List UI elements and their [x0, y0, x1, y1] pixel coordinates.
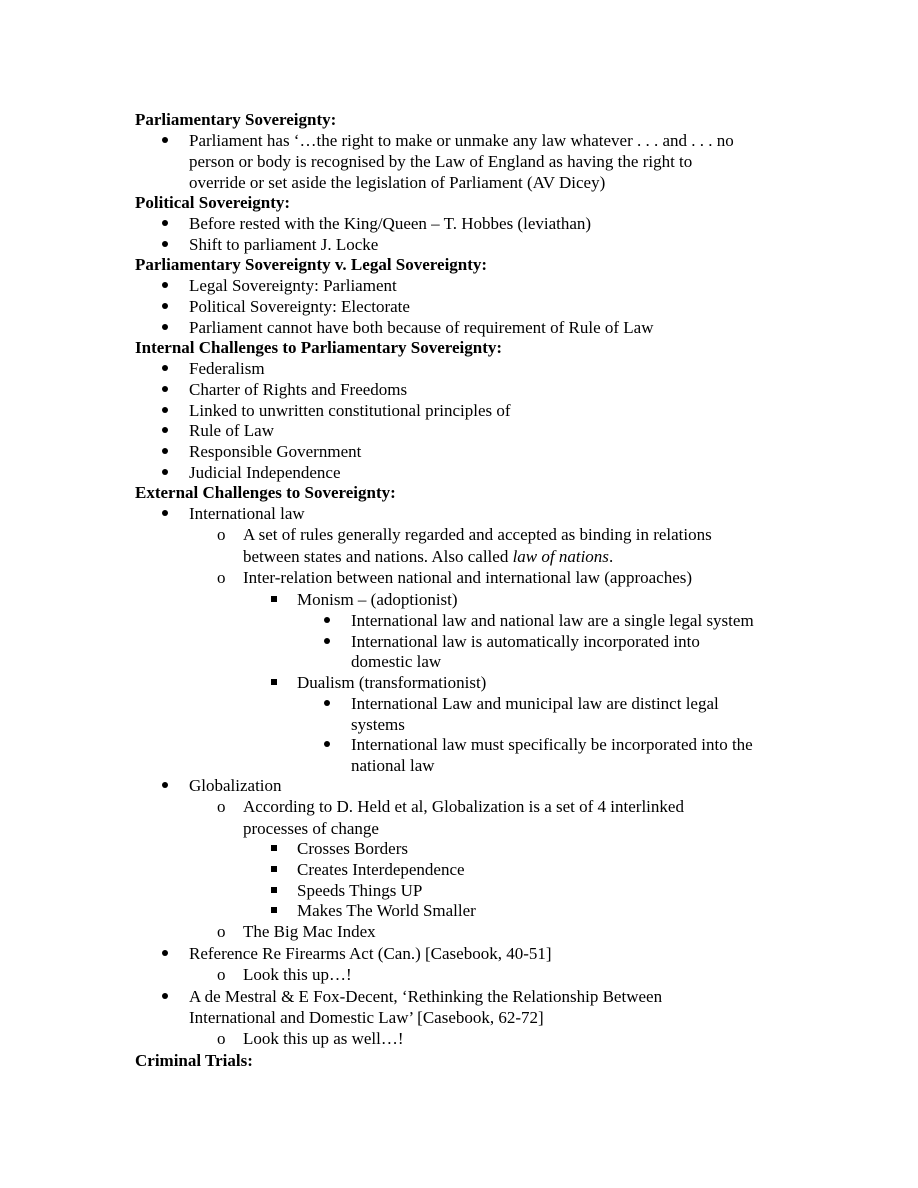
list-item-continued [243, 546, 613, 567]
bullet-square [271, 679, 277, 685]
bullet-disc [162, 324, 168, 330]
bullet-disc [162, 282, 168, 288]
list-item: A set of rules generally regarded and accepted as binding in relations [243, 525, 712, 544]
bullet-disc [324, 638, 330, 644]
list-item: International law [189, 504, 305, 523]
list-item: International Law and municipal law are distinct legal [351, 694, 719, 713]
list-item: Monism – (adoptionist) [297, 590, 458, 609]
bullet-square [271, 596, 277, 602]
bullet-circle: o [217, 797, 226, 816]
bullet-square [271, 907, 277, 913]
bullet-disc [324, 700, 330, 706]
list-item-continued: processes of change [243, 819, 379, 838]
list-item: Judicial Independence [189, 463, 341, 482]
list-item-continued: International and Domestic Law’ [Casebook, 62-72] [189, 1008, 544, 1027]
heading-parliamentary-sovereignty: Parliamentary Sovereignty: [135, 110, 337, 129]
bullet-disc [162, 510, 168, 516]
list-item: Linked to unwritten constitutional principles of [189, 401, 511, 420]
list-item: Political Sovereignty: Electorate [189, 297, 410, 316]
list-item: According to D. Held et al, Globalization is a set of 4 interlinked [243, 797, 684, 816]
list-item: Reference Re Firearms Act (Can.) [Casebook, 40-51] [189, 944, 552, 963]
list-item: International law and national law are a single legal system [351, 611, 754, 630]
list-item-continued: systems [351, 715, 405, 734]
list-item: International law is automatically incorporated into [351, 632, 700, 651]
bullet-disc [162, 365, 168, 371]
list-item-continued: national law [351, 756, 435, 775]
bullet-disc [162, 137, 168, 143]
list-item-continued: override or set aside the legislation of Parliament (AV Dicey) [189, 173, 606, 192]
bullet-disc [162, 220, 168, 226]
bullet-circle: o [217, 922, 226, 941]
bullet-disc [162, 950, 168, 956]
list-item: Rule of Law [189, 421, 274, 440]
list-item: Dualism (transformationist) [297, 673, 487, 692]
bullet-disc [324, 741, 330, 747]
list-item: Globalization [189, 776, 282, 795]
text: . [608, 547, 614, 566]
bullet-disc [162, 993, 168, 999]
bullet-disc [162, 427, 168, 433]
list-item-continued: domestic law [351, 652, 442, 671]
bullet-disc [162, 386, 168, 392]
list-item: Charter of Rights and Freedoms [189, 380, 408, 399]
heading-criminal-trials: Criminal Trials: [135, 1051, 253, 1070]
bullet-disc [162, 448, 168, 454]
list-item: Speeds Things UP [297, 881, 423, 900]
list-item: Federalism [189, 359, 265, 378]
list-item: Parliament cannot have both because of requirement of Rule of Law [189, 318, 654, 337]
text: between states and nations. Also called [243, 547, 513, 566]
list-item-continued: person or body is recognised by the Law of England as having the right to [189, 152, 693, 171]
bullet-circle: o [217, 568, 226, 587]
bullet-circle: o [217, 1029, 226, 1048]
heading-internal-challenges: Internal Challenges to Parliamentary Sovereignty: [135, 338, 503, 357]
heading-external-challenges: External Challenges to Sovereignty: [135, 483, 396, 502]
list-item: Creates Interdependence [297, 860, 465, 879]
heading-parliamentary-vs-legal: Parliamentary Sovereignty v. Legal Sovereignty: [135, 255, 488, 274]
list-item: Look this up…! [243, 965, 352, 984]
bullet-disc [162, 407, 168, 413]
list-item: Crosses Borders [297, 839, 408, 858]
list-item: Responsible Government [189, 442, 362, 461]
list-item: International law must specifically be incorporated into the [351, 735, 753, 754]
bullet-disc [324, 617, 330, 623]
list-item: Parliament has ‘…the right to make or unmake any law whatever . . . and . . . no [189, 131, 734, 150]
list-item: Look this up as well…! [243, 1029, 404, 1048]
bullet-square [271, 866, 277, 872]
bullet-circle: o [217, 525, 226, 544]
heading-political-sovereignty: Political Sovereignty: [135, 193, 291, 212]
bullet-square [271, 887, 277, 893]
list-item: Legal Sovereignty: Parliament [189, 276, 397, 295]
list-item: The Big Mac Index [243, 922, 376, 941]
bullet-square [271, 845, 277, 851]
list-item: Shift to parliament J. Locke [189, 235, 379, 254]
list-item: Makes The World Smaller [297, 901, 476, 920]
bullet-disc [162, 469, 168, 475]
bullet-disc [162, 782, 168, 788]
list-item: Inter-relation between national and international law (approaches) [243, 568, 693, 587]
list-item: Before rested with the King/Queen – T. Hobbes (leviathan) [189, 214, 592, 233]
bullet-disc [162, 241, 168, 247]
italic-term: law of nations [512, 547, 609, 566]
bullet-disc [162, 303, 168, 309]
bullet-circle: o [217, 965, 226, 984]
list-item: A de Mestral & E Fox-Decent, ‘Rethinking the Relationship Between [189, 987, 663, 1006]
